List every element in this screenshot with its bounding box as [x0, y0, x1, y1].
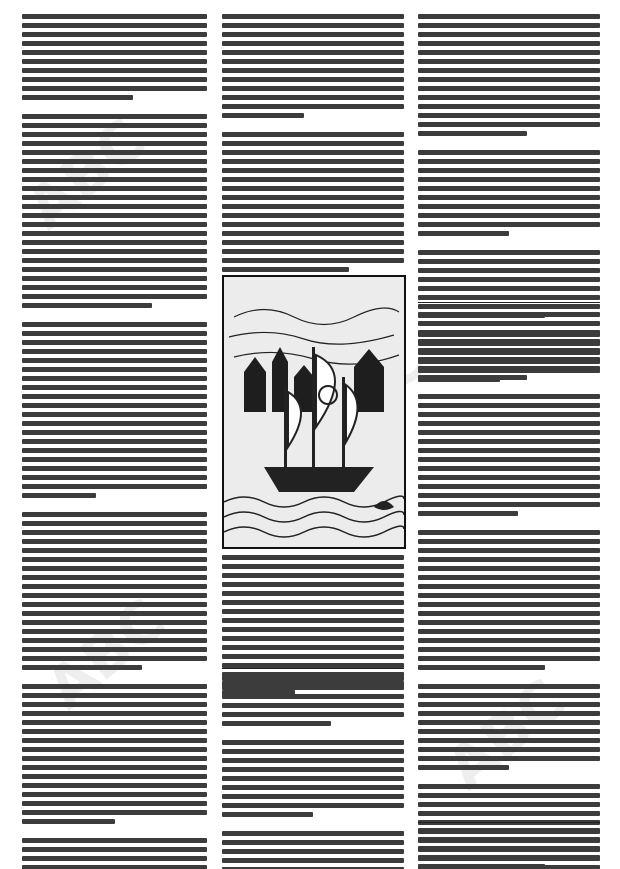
text-line-placeholder — [222, 721, 331, 726]
text-line-placeholder — [22, 783, 207, 788]
text-line-placeholder — [22, 557, 207, 562]
paragraph-gap — [22, 312, 207, 318]
text-line-placeholder — [22, 114, 207, 119]
text-line-placeholder — [222, 141, 404, 146]
text-block — [418, 312, 600, 869]
text-line-placeholder — [418, 159, 600, 164]
paragraph-gap — [22, 502, 207, 508]
text-line-placeholder — [418, 277, 600, 282]
text-line-placeholder — [222, 712, 404, 717]
text-block — [22, 14, 207, 869]
paragraph-gap — [22, 674, 207, 680]
text-line-placeholder — [222, 600, 404, 605]
text-line-placeholder — [418, 95, 600, 100]
text-line-placeholder — [22, 475, 207, 480]
text-line-placeholder — [22, 41, 207, 46]
text-line-placeholder — [222, 573, 404, 578]
text-line-placeholder — [22, 448, 207, 453]
text-line-placeholder — [418, 620, 600, 625]
text-line-placeholder — [418, 259, 600, 264]
text-line-placeholder — [418, 430, 600, 435]
text-line-placeholder — [418, 466, 600, 471]
text-line-placeholder — [418, 14, 600, 19]
text-line-placeholder — [418, 475, 600, 480]
text-line-placeholder — [418, 702, 600, 707]
text-line-placeholder — [222, 132, 404, 137]
text-line-placeholder — [418, 557, 600, 562]
text-line-placeholder — [418, 68, 600, 73]
text-line-placeholder — [418, 304, 600, 309]
text-line-placeholder — [22, 86, 207, 91]
text-line-placeholder — [22, 303, 152, 308]
text-line-placeholder — [418, 502, 600, 507]
watermark: ABC — [33, 585, 179, 723]
text-line-placeholder — [22, 168, 207, 173]
text-line-placeholder — [22, 276, 207, 281]
text-line-placeholder — [22, 439, 207, 444]
text-line-placeholder — [418, 131, 527, 136]
text-line-placeholder — [418, 403, 600, 408]
text-line-placeholder — [22, 774, 207, 779]
text-line-placeholder — [222, 694, 404, 699]
text-line-placeholder — [418, 186, 600, 191]
text-line-placeholder — [22, 729, 207, 734]
text-line-placeholder — [418, 765, 509, 770]
paragraph-gap — [222, 730, 404, 736]
paragraph-gap — [22, 104, 207, 110]
text-line-placeholder — [418, 593, 600, 598]
text-line-placeholder — [222, 23, 404, 28]
paragraph-gap — [222, 122, 404, 128]
text-line-placeholder — [22, 322, 207, 327]
text-line-placeholder — [22, 575, 207, 580]
text-line-placeholder — [418, 864, 545, 869]
text-line-placeholder — [22, 638, 207, 643]
text-line-placeholder — [22, 584, 207, 589]
text-line-placeholder — [22, 810, 207, 815]
text-line-placeholder — [418, 511, 518, 516]
text-line-placeholder — [22, 240, 207, 245]
text-line-placeholder — [22, 376, 207, 381]
text-line-placeholder — [222, 582, 404, 587]
text-line-placeholder — [222, 95, 404, 100]
paragraph-gap — [418, 240, 600, 246]
text-line-placeholder — [22, 249, 207, 254]
text-line-placeholder — [22, 349, 207, 354]
text-line-placeholder — [22, 620, 207, 625]
text-line-placeholder — [418, 348, 600, 353]
paragraph-gap — [418, 384, 600, 390]
text-line-placeholder — [418, 41, 600, 46]
text-line-placeholder — [22, 95, 133, 100]
signature — [528, 802, 598, 816]
text-line-placeholder — [222, 249, 404, 254]
text-line-placeholder — [22, 457, 207, 462]
text-line-placeholder — [418, 23, 600, 28]
text-line-placeholder — [22, 611, 207, 616]
text-line-placeholder — [22, 838, 207, 843]
text-line-placeholder — [222, 68, 404, 73]
text-line-placeholder — [22, 123, 207, 128]
text-line-placeholder — [22, 539, 207, 544]
text-line-placeholder — [22, 340, 207, 345]
text-line-placeholder — [418, 530, 600, 535]
text-line-placeholder — [222, 14, 404, 19]
text-line-placeholder — [222, 258, 404, 263]
text-line-placeholder — [22, 765, 207, 770]
woodcut-illustration — [222, 275, 406, 549]
text-line-placeholder — [222, 849, 404, 854]
text-line-placeholder — [222, 685, 404, 690]
text-line-placeholder — [22, 222, 207, 227]
text-line-placeholder — [22, 367, 207, 372]
text-block — [222, 676, 404, 869]
text-line-placeholder — [22, 267, 207, 272]
text-line-placeholder — [222, 812, 313, 817]
text-line-placeholder — [222, 168, 404, 173]
text-line-placeholder — [418, 412, 600, 417]
paragraph-gap — [418, 674, 600, 680]
watermark: ABC — [433, 665, 579, 803]
text-line-placeholder — [22, 385, 207, 390]
text-line-placeholder — [418, 784, 600, 789]
text-line-placeholder — [22, 693, 207, 698]
text-line-placeholder — [418, 312, 600, 317]
text-line-placeholder — [22, 68, 207, 73]
text-line-placeholder — [418, 339, 600, 344]
paragraph-gap — [418, 520, 600, 526]
text-line-placeholder — [418, 250, 600, 255]
text-line-placeholder — [418, 113, 600, 118]
text-line-placeholder — [418, 647, 600, 652]
text-line-placeholder — [22, 684, 207, 689]
text-line-placeholder — [418, 32, 600, 37]
text-line-placeholder — [418, 50, 600, 55]
text-line-placeholder — [418, 222, 600, 227]
text-line-placeholder — [222, 222, 404, 227]
text-line-placeholder — [22, 204, 207, 209]
text-line-placeholder — [22, 177, 207, 182]
text-line-placeholder — [222, 177, 404, 182]
text-line-placeholder — [22, 521, 207, 526]
text-line-placeholder — [418, 59, 600, 64]
text-line-placeholder — [222, 676, 404, 681]
text-line-placeholder — [418, 729, 600, 734]
text-line-placeholder — [222, 591, 404, 596]
text-line-placeholder — [222, 86, 404, 91]
text-line-placeholder — [418, 575, 600, 580]
text-line-placeholder — [222, 77, 404, 82]
ship-woodcut — [224, 277, 404, 547]
text-line-placeholder — [418, 837, 600, 842]
text-line-placeholder — [22, 738, 207, 743]
paragraph-gap — [222, 821, 404, 827]
text-line-placeholder — [22, 294, 207, 299]
text-line-placeholder — [222, 776, 404, 781]
text-block — [222, 555, 404, 695]
text-line-placeholder — [22, 132, 207, 137]
text-line-placeholder — [22, 394, 207, 399]
text-line-placeholder — [22, 231, 207, 236]
section-rule — [418, 302, 600, 303]
text-line-placeholder — [222, 831, 404, 836]
text-line-placeholder — [22, 711, 207, 716]
text-line-placeholder — [222, 794, 404, 799]
text-line-placeholder — [418, 493, 600, 498]
text-line-placeholder — [22, 331, 207, 336]
text-line-placeholder — [418, 168, 600, 173]
text-line-placeholder — [22, 141, 207, 146]
text-line-placeholder — [22, 421, 207, 426]
watermark: ABC — [13, 105, 159, 243]
text-line-placeholder — [22, 720, 207, 725]
text-line-placeholder — [22, 466, 207, 471]
text-line-placeholder — [222, 59, 404, 64]
text-line-placeholder — [222, 32, 404, 37]
text-line-placeholder — [22, 801, 207, 806]
text-line-placeholder — [22, 566, 207, 571]
text-line-placeholder — [418, 738, 600, 743]
text-line-placeholder — [222, 758, 404, 763]
text-line-placeholder — [22, 77, 207, 82]
text-line-placeholder — [22, 258, 207, 263]
text-line-placeholder — [418, 77, 600, 82]
text-line-placeholder — [418, 366, 600, 371]
text-line-placeholder — [418, 421, 600, 426]
text-line-placeholder — [418, 566, 600, 571]
text-line-placeholder — [418, 268, 600, 273]
text-line-placeholder — [418, 602, 600, 607]
text-line-placeholder — [222, 267, 349, 272]
column-right-bottom — [418, 312, 600, 869]
text-line-placeholder — [22, 747, 207, 752]
text-line-placeholder — [22, 23, 207, 28]
text-line-placeholder — [22, 856, 207, 861]
text-line-placeholder — [418, 104, 600, 109]
paragraph-gap — [418, 774, 600, 780]
text-line-placeholder — [222, 703, 404, 708]
text-line-placeholder — [222, 113, 304, 118]
text-line-placeholder — [418, 756, 600, 761]
text-line-placeholder — [22, 59, 207, 64]
text-line-placeholder — [22, 656, 207, 661]
text-line-placeholder — [222, 159, 404, 164]
text-line-placeholder — [22, 756, 207, 761]
text-line-placeholder — [22, 484, 207, 489]
text-line-placeholder — [418, 584, 600, 589]
text-line-placeholder — [22, 647, 207, 652]
text-line-placeholder — [418, 629, 600, 634]
text-line-placeholder — [222, 213, 404, 218]
text-line-placeholder — [22, 819, 115, 824]
text-line-placeholder — [22, 847, 207, 852]
text-line-placeholder — [222, 858, 404, 863]
text-line-placeholder — [222, 803, 404, 808]
text-line-placeholder — [418, 448, 600, 453]
text-line-placeholder — [418, 86, 600, 91]
text-line-placeholder — [222, 636, 404, 641]
text-line-placeholder — [222, 240, 404, 245]
text-line-placeholder — [222, 618, 404, 623]
text-line-placeholder — [222, 609, 404, 614]
text-line-placeholder — [418, 122, 600, 127]
text-line-placeholder — [418, 150, 600, 155]
footnote-rule — [418, 822, 600, 823]
text-line-placeholder — [418, 656, 600, 661]
column-left — [22, 14, 207, 869]
text-line-placeholder — [418, 321, 600, 326]
text-line-placeholder — [418, 828, 600, 833]
text-line-placeholder — [418, 330, 600, 335]
text-line-placeholder — [418, 195, 600, 200]
paragraph-gap — [418, 140, 600, 146]
text-line-placeholder — [22, 285, 207, 290]
text-line-placeholder — [418, 231, 509, 236]
paragraph-gap — [22, 828, 207, 834]
text-line-placeholder — [222, 740, 404, 745]
text-line-placeholder — [418, 720, 600, 725]
text-line-placeholder — [22, 665, 142, 670]
text-line-placeholder — [22, 430, 207, 435]
footnotes — [418, 828, 600, 869]
text-line-placeholder — [418, 286, 600, 291]
text-line-placeholder — [222, 645, 404, 650]
text-line-placeholder — [222, 104, 404, 109]
text-line-placeholder — [418, 394, 600, 399]
text-line-placeholder — [222, 231, 404, 236]
text-line-placeholder — [418, 684, 600, 689]
text-line-placeholder — [22, 195, 207, 200]
text-line-placeholder — [418, 711, 600, 716]
text-line-placeholder — [418, 375, 527, 380]
text-line-placeholder — [418, 357, 600, 362]
text-line-placeholder — [418, 846, 600, 851]
text-line-placeholder — [22, 702, 207, 707]
text-line-placeholder — [22, 159, 207, 164]
text-line-placeholder — [222, 627, 404, 632]
text-line-placeholder — [22, 14, 207, 19]
text-line-placeholder — [418, 295, 600, 300]
text-line-placeholder — [22, 32, 207, 37]
text-line-placeholder — [418, 855, 600, 860]
text-line-placeholder — [222, 150, 404, 155]
text-line-placeholder — [418, 611, 600, 616]
text-line-placeholder — [222, 564, 404, 569]
text-line-placeholder — [22, 213, 207, 218]
text-line-placeholder — [22, 50, 207, 55]
text-line-placeholder — [222, 749, 404, 754]
text-line-placeholder — [22, 602, 207, 607]
text-line-placeholder — [418, 457, 600, 462]
text-line-placeholder — [22, 792, 207, 797]
text-line-placeholder — [222, 767, 404, 772]
text-line-placeholder — [418, 747, 600, 752]
text-line-placeholder — [418, 439, 600, 444]
text-line-placeholder — [22, 530, 207, 535]
column-middle-caption — [222, 555, 404, 695]
text-line-placeholder — [418, 793, 600, 798]
text-line-placeholder — [418, 204, 600, 209]
text-line-placeholder — [22, 548, 207, 553]
text-line-placeholder — [22, 150, 207, 155]
text-line-placeholder — [22, 403, 207, 408]
text-line-placeholder — [222, 654, 404, 659]
text-line-placeholder — [22, 593, 207, 598]
text-line-placeholder — [418, 665, 545, 670]
text-line-placeholder — [222, 195, 404, 200]
text-line-placeholder — [222, 204, 404, 209]
text-line-placeholder — [418, 638, 600, 643]
text-line-placeholder — [418, 548, 600, 553]
text-line-placeholder — [222, 50, 404, 55]
text-line-placeholder — [22, 412, 207, 417]
text-line-placeholder — [22, 629, 207, 634]
section-rule — [222, 668, 404, 669]
text-line-placeholder — [418, 693, 600, 698]
text-line-placeholder — [222, 840, 404, 845]
text-line-placeholder — [418, 177, 600, 182]
text-line-placeholder — [22, 186, 207, 191]
text-line-placeholder — [222, 785, 404, 790]
text-line-placeholder — [418, 213, 600, 218]
text-block — [418, 828, 600, 869]
column-middle-bottom — [222, 676, 404, 869]
text-line-placeholder — [22, 493, 96, 498]
text-line-placeholder — [418, 539, 600, 544]
text-line-placeholder — [22, 358, 207, 363]
text-line-placeholder — [418, 484, 600, 489]
text-line-placeholder — [22, 865, 207, 869]
text-line-placeholder — [222, 41, 404, 46]
text-line-placeholder — [22, 512, 207, 517]
text-line-placeholder — [222, 186, 404, 191]
text-line-placeholder — [222, 555, 404, 560]
